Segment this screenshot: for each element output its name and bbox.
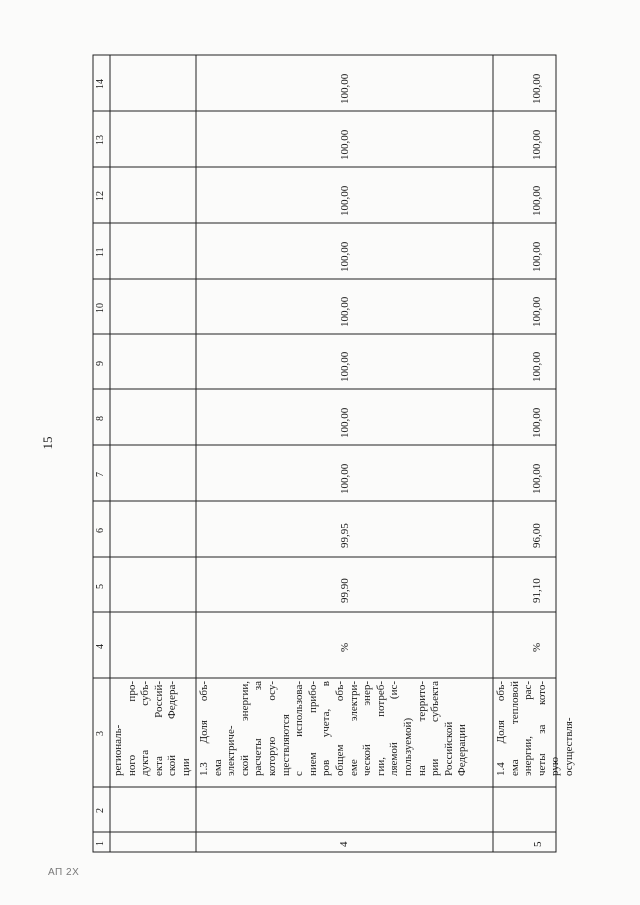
col-header-10: 10 <box>95 303 106 313</box>
row4-value-11: 100,00 <box>339 241 351 272</box>
row5-value-8: 100,00 <box>531 407 543 438</box>
row4-value-6: 99,95 <box>339 523 351 548</box>
col-header-8: 8 <box>95 416 106 421</box>
row4-value-7: 100,00 <box>339 463 351 494</box>
row5-value-13: 100,00 <box>531 129 543 160</box>
col-header-7: 7 <box>95 472 106 477</box>
col-header-12: 12 <box>95 191 106 201</box>
col-header-13: 13 <box>95 135 106 145</box>
row4-value-13: 100,00 <box>339 129 351 160</box>
row5-value-6: 96,00 <box>531 523 543 548</box>
col-header-9: 9 <box>95 361 106 366</box>
row5-value-12: 100,00 <box>531 185 543 216</box>
row5-value-7: 100,00 <box>531 463 543 494</box>
col-header-11: 11 <box>95 247 106 257</box>
footer-code: АП 2Х <box>48 867 80 878</box>
row4-number: 4 <box>338 841 350 847</box>
col-header-3: 3 <box>95 731 106 736</box>
row5-value-11: 100,00 <box>531 241 543 272</box>
col-header-5: 5 <box>95 584 106 589</box>
row4-value-14: 100,00 <box>339 73 351 104</box>
col-header-14: 14 <box>95 79 106 89</box>
row5-value-5: 91,10 <box>531 578 543 603</box>
row5-number: 5 <box>532 841 544 847</box>
row5-unit: % <box>531 642 543 652</box>
row5-value-9: 100,00 <box>531 351 543 382</box>
row4-value-8: 100,00 <box>339 407 351 438</box>
row-cont-description: региональ- ного про- дукта субъ- екта Россий- ской Федера- ции <box>112 681 192 776</box>
row5-description: 1.4 Доля объ- ема тепловой энергии, рас- четы за кото- рую осуществля- <box>495 681 575 776</box>
col-header-4: 4 <box>95 644 106 649</box>
col-header-2: 2 <box>95 808 106 813</box>
col-header-1: 1 <box>95 841 106 846</box>
row5-value-10: 100,00 <box>531 296 543 327</box>
row4-value-5: 99,90 <box>339 578 351 603</box>
row4-value-9: 100,00 <box>339 351 351 382</box>
col-header-6: 6 <box>95 528 106 533</box>
row4-unit: % <box>339 642 351 652</box>
row5-value-14: 100,00 <box>531 73 543 104</box>
row4-value-12: 100,00 <box>339 185 351 216</box>
row4-value-10: 100,00 <box>339 296 351 327</box>
row4-description: 1.3 Доля объ- ема электриче- ской энергии, расчеты за которую осу- ществляются с использова- нием прибо- ров учета, в общем объ- еме электри- ческой энер- гии, потреб- ляемой (ис- пользуемой) на террито- рии субъекта Российской Федерации <box>198 681 469 776</box>
page-number: 15 <box>40 436 55 450</box>
